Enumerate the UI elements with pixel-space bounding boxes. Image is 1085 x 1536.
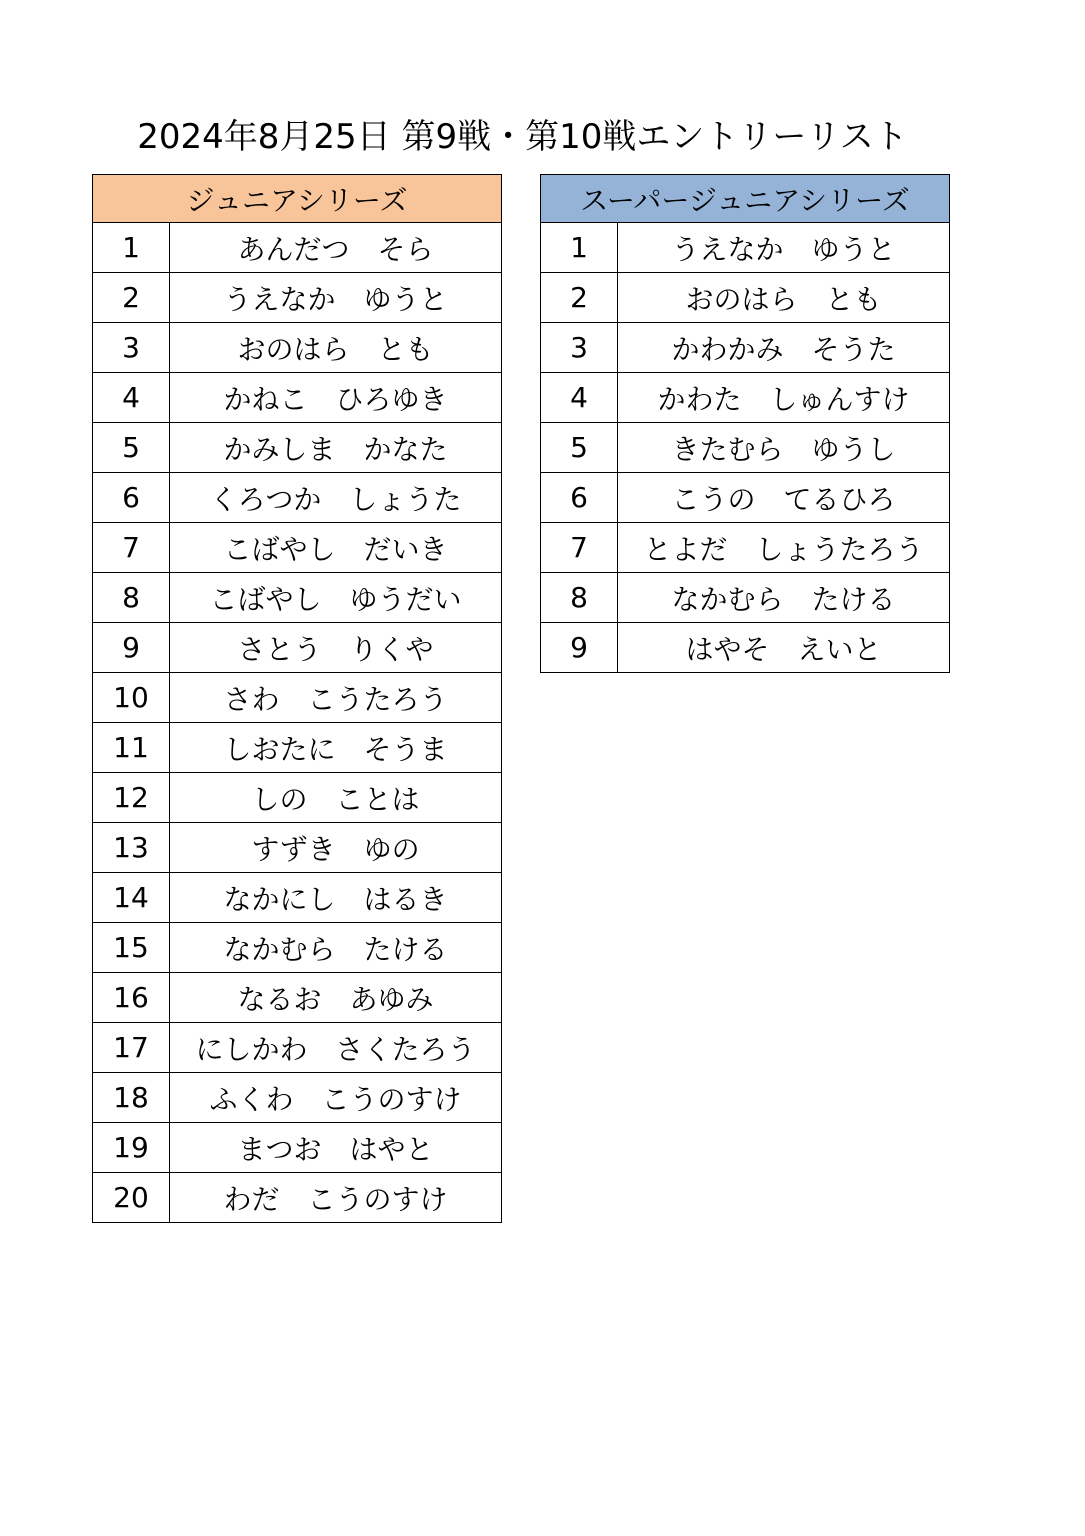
table-row: [93, 523, 502, 573]
entry-number: 18: [93, 1073, 170, 1123]
entry-number: 15: [93, 923, 170, 973]
table-row: [93, 873, 502, 923]
table-row: [93, 273, 502, 323]
table-row: [541, 623, 950, 673]
entry-number: 6: [541, 473, 618, 523]
entry-name: ふくわ こうのすけ: [170, 1073, 502, 1123]
entry-name: しの ことは: [170, 773, 502, 823]
table-row: [93, 623, 502, 673]
entry-number: 1: [541, 223, 618, 273]
table-row: [93, 423, 502, 473]
entry-name: しおたに そうま: [170, 723, 502, 773]
table-row: [541, 223, 950, 273]
entry-number: 9: [541, 623, 618, 673]
table-row: [93, 223, 502, 273]
entry-number: 5: [93, 423, 170, 473]
entry-name: とよだ しょうたろう: [618, 523, 950, 573]
table-row: [93, 1073, 502, 1123]
entry-number: 8: [541, 573, 618, 623]
table-row: [93, 473, 502, 523]
entry-name: すずき ゆの: [170, 823, 502, 873]
entry-name: はやそ えいと: [618, 623, 950, 673]
entry-name: うえなか ゆうと: [170, 273, 502, 323]
table-row: [93, 723, 502, 773]
super-junior-series-header: スーパージュニアシリーズ: [541, 175, 950, 223]
entry-name: さとう りくや: [170, 623, 502, 673]
entry-number: 2: [93, 273, 170, 323]
entry-number: 16: [93, 973, 170, 1023]
entry-name: かわた しゅんすけ: [618, 373, 950, 423]
entry-name: なかむら たける: [170, 923, 502, 973]
table-row: [93, 1123, 502, 1173]
entry-number: 10: [93, 673, 170, 723]
table-row: [93, 673, 502, 723]
table-row: [93, 1023, 502, 1073]
page-title: 2024年8月25日 第9戦・第10戦エントリーリスト: [137, 117, 908, 157]
entry-number: 3: [93, 323, 170, 373]
entry-number: 4: [93, 373, 170, 423]
entry-name: こばやし ゆうだい: [170, 573, 502, 623]
entry-name: にしかわ さくたろう: [170, 1023, 502, 1073]
entry-name: なるお あゆみ: [170, 973, 502, 1023]
junior-series-header: ジュニアシリーズ: [93, 175, 502, 223]
table-row: [541, 323, 950, 373]
table-row: [93, 773, 502, 823]
entry-name: あんだつ そら: [170, 223, 502, 273]
table-row: [93, 1173, 502, 1223]
entry-name: わだ こうのすけ: [170, 1173, 502, 1223]
entry-number: 20: [93, 1173, 170, 1223]
entry-number: 8: [93, 573, 170, 623]
entry-name: きたむら ゆうし: [618, 423, 950, 473]
entry-name: なかむら たける: [618, 573, 950, 623]
entry-number: 13: [93, 823, 170, 873]
entry-name: まつお はやと: [170, 1123, 502, 1173]
table-row: [93, 573, 502, 623]
entry-number: 5: [541, 423, 618, 473]
entry-name: かわかみ そうた: [618, 323, 950, 373]
table-row: [541, 273, 950, 323]
table-row: [93, 323, 502, 373]
table-row: [93, 923, 502, 973]
entry-number: 9: [93, 623, 170, 673]
entry-number: 19: [93, 1123, 170, 1173]
table-row: [541, 573, 950, 623]
super-junior-series-header-row: [541, 175, 950, 223]
entry-number: 11: [93, 723, 170, 773]
junior-series-table: [92, 174, 502, 1223]
entry-name: さわ こうたろう: [170, 673, 502, 723]
table-row: [93, 973, 502, 1023]
table-row: [541, 423, 950, 473]
entry-name: こうの てるひろ: [618, 473, 950, 523]
super-junior-series-table: [540, 174, 950, 673]
entry-number: 3: [541, 323, 618, 373]
entry-name: こばやし だいき: [170, 523, 502, 573]
entry-name: おのはら とも: [618, 273, 950, 323]
entry-number: 7: [541, 523, 618, 573]
entry-number: 14: [93, 873, 170, 923]
entry-number: 4: [541, 373, 618, 423]
table-row: [541, 373, 950, 423]
entry-name: なかにし はるき: [170, 873, 502, 923]
entry-number: 6: [93, 473, 170, 523]
table-row: [541, 473, 950, 523]
entry-number: 1: [93, 223, 170, 273]
table-row: [541, 523, 950, 573]
junior-series-header-row: [93, 175, 502, 223]
entry-number: 12: [93, 773, 170, 823]
entry-number: 2: [541, 273, 618, 323]
entry-name: うえなか ゆうと: [618, 223, 950, 273]
entry-name: くろつか しょうた: [170, 473, 502, 523]
entry-name: かねこ ひろゆき: [170, 373, 502, 423]
entry-number: 7: [93, 523, 170, 573]
entry-name: おのはら とも: [170, 323, 502, 373]
entry-name: かみしま かなた: [170, 423, 502, 473]
table-row: [93, 823, 502, 873]
entry-number: 17: [93, 1023, 170, 1073]
table-row: [93, 373, 502, 423]
